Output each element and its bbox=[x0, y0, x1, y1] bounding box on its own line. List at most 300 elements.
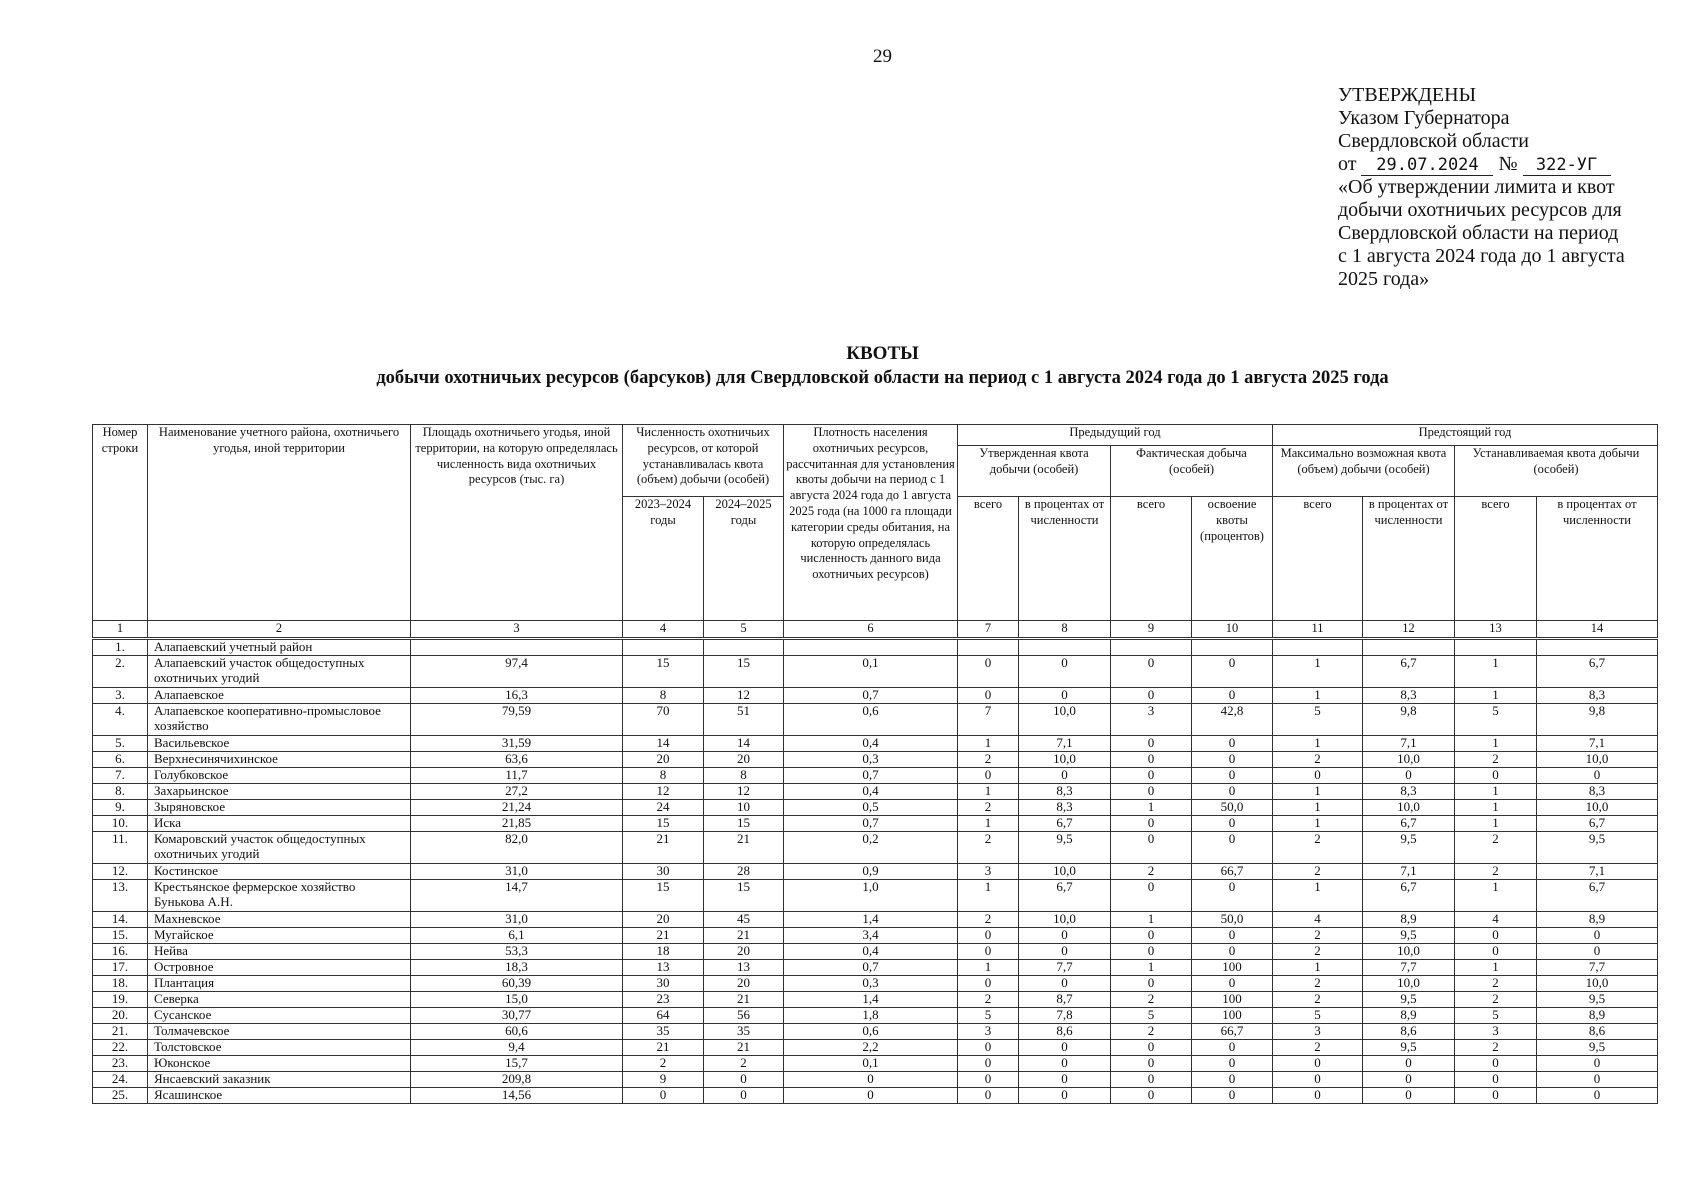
cell-pop-2024: 10 bbox=[704, 799, 784, 815]
column-number: 12 bbox=[1363, 621, 1455, 639]
cell-row-number: 23. bbox=[93, 1055, 148, 1071]
cell-max-total: 4 bbox=[1273, 911, 1363, 927]
cell-max-total: 1 bbox=[1273, 959, 1363, 975]
cell-set-pct: 0 bbox=[1537, 927, 1658, 943]
cell-set-total: 1 bbox=[1455, 783, 1537, 799]
cell-set-total: 1 bbox=[1455, 879, 1537, 911]
cell-set-pct: 6,7 bbox=[1537, 655, 1658, 687]
cell-set-total: 1 bbox=[1455, 959, 1537, 975]
cell-row-number: 13. bbox=[93, 879, 148, 911]
cell-max-pct: 7,1 bbox=[1363, 735, 1455, 751]
cell-approved-total: 2 bbox=[958, 751, 1019, 767]
cell-name: Захарьинское bbox=[148, 783, 411, 799]
column-number: 1 bbox=[93, 621, 148, 639]
cell-area: 15,0 bbox=[411, 991, 623, 1007]
cell-pop-2023: 20 bbox=[623, 751, 704, 767]
table-row bbox=[93, 831, 1658, 863]
cell-quota-usage: 100 bbox=[1192, 1007, 1273, 1023]
cell-density: 0,4 bbox=[784, 735, 958, 751]
header-density: Плотность населения охотничьих ресурсов, рассчитанная для установления квоты добычи на период с 1 августа 2024 года до 1 августа 2025 года (на 1000 га площади категории среды обитания, на которую определялась численность данного вида охотничьих ресурсов) bbox=[784, 425, 958, 621]
cell-pop-2023: 23 bbox=[623, 991, 704, 1007]
cell-approved-total: 1 bbox=[958, 783, 1019, 799]
cell-density: 0 bbox=[784, 1087, 958, 1103]
cell-area: 60,6 bbox=[411, 1023, 623, 1039]
table-row bbox=[93, 1087, 1658, 1103]
cell-actual-total: 0 bbox=[1111, 687, 1192, 703]
cell-row-number: 2. bbox=[93, 655, 148, 687]
cell-density bbox=[784, 638, 958, 655]
table-row bbox=[93, 911, 1658, 927]
cell-row-number: 9. bbox=[93, 799, 148, 815]
cell-name: Алапаевское bbox=[148, 687, 411, 703]
cell-quota-usage: 0 bbox=[1192, 879, 1273, 911]
cell-pop-2023: 30 bbox=[623, 863, 704, 879]
cell-area: 63,6 bbox=[411, 751, 623, 767]
cell-approved-pct: 8,6 bbox=[1019, 1023, 1111, 1039]
cell-approved-total: 1 bbox=[958, 735, 1019, 751]
cell-set-pct: 9,5 bbox=[1537, 1039, 1658, 1055]
cell-set-pct: 10,0 bbox=[1537, 799, 1658, 815]
cell-pop-2024: 13 bbox=[704, 959, 784, 975]
cell-pop-2023: 21 bbox=[623, 927, 704, 943]
cell-set-total: 1 bbox=[1455, 687, 1537, 703]
cell-approved-total: 1 bbox=[958, 879, 1019, 911]
header-row-number: Номер строки bbox=[93, 425, 148, 621]
cell-density: 0,5 bbox=[784, 799, 958, 815]
cell-quota-usage: 0 bbox=[1192, 783, 1273, 799]
cell-approved-total: 0 bbox=[958, 767, 1019, 783]
cell-approved-pct: 8,3 bbox=[1019, 783, 1111, 799]
cell-density: 0,1 bbox=[784, 1055, 958, 1071]
cell-actual-total: 0 bbox=[1111, 783, 1192, 799]
cell-set-total: 2 bbox=[1455, 751, 1537, 767]
cell-max-pct: 10,0 bbox=[1363, 799, 1455, 815]
cell-quota-usage: 0 bbox=[1192, 1055, 1273, 1071]
cell-row-number: 24. bbox=[93, 1071, 148, 1087]
cell-max-total: 2 bbox=[1273, 927, 1363, 943]
cell-area bbox=[411, 638, 623, 655]
cell-approved-pct: 6,7 bbox=[1019, 815, 1111, 831]
cell-row-number: 3. bbox=[93, 687, 148, 703]
cell-quota-usage: 42,8 bbox=[1192, 703, 1273, 735]
table-row bbox=[93, 1071, 1658, 1087]
cell-pop-2023: 70 bbox=[623, 703, 704, 735]
cell-approved-pct: 0 bbox=[1019, 687, 1111, 703]
cell-approved-total: 0 bbox=[958, 655, 1019, 687]
cell-pop-2023: 35 bbox=[623, 1023, 704, 1039]
column-number: 8 bbox=[1019, 621, 1111, 639]
cell-set-total bbox=[1455, 638, 1537, 655]
cell-max-pct: 0 bbox=[1363, 1071, 1455, 1087]
cell-name: Янсаевский заказник bbox=[148, 1071, 411, 1087]
cell-approved-total: 2 bbox=[958, 799, 1019, 815]
cell-approved-pct: 0 bbox=[1019, 1071, 1111, 1087]
cell-approved-pct: 9,5 bbox=[1019, 831, 1111, 863]
cell-pop-2023: 20 bbox=[623, 911, 704, 927]
table-row bbox=[93, 863, 1658, 879]
cell-name: Крестьянское фермерское хозяйство Бунькова А.Н. bbox=[148, 879, 411, 911]
cell-actual-total: 1 bbox=[1111, 799, 1192, 815]
cell-approved-total: 0 bbox=[958, 1087, 1019, 1103]
header-quota-usage: освоение квоты (процентов) bbox=[1192, 497, 1273, 621]
header-next-year: Предстоящий год bbox=[1273, 425, 1658, 446]
approval-date-line bbox=[1338, 153, 1638, 176]
header-max-pct: в процентах от численности bbox=[1363, 497, 1455, 621]
cell-name: Алапаевский учетный район bbox=[148, 638, 411, 655]
cell-pop-2024: 35 bbox=[704, 1023, 784, 1039]
cell-name: Махневское bbox=[148, 911, 411, 927]
header-set-pct: в процентах от численности bbox=[1537, 497, 1658, 621]
cell-actual-total: 1 bbox=[1111, 959, 1192, 975]
cell-max-pct: 0 bbox=[1363, 767, 1455, 783]
cell-set-total: 2 bbox=[1455, 991, 1537, 1007]
cell-max-total: 1 bbox=[1273, 815, 1363, 831]
cell-approved-pct: 10,0 bbox=[1019, 863, 1111, 879]
cell-pop-2023: 30 bbox=[623, 975, 704, 991]
cell-max-pct: 8,3 bbox=[1363, 687, 1455, 703]
cell-set-total: 0 bbox=[1455, 767, 1537, 783]
cell-approved-total: 2 bbox=[958, 831, 1019, 863]
cell-max-total: 2 bbox=[1273, 943, 1363, 959]
cell-quota-usage: 0 bbox=[1192, 767, 1273, 783]
cell-quota-usage: 66,7 bbox=[1192, 863, 1273, 879]
cell-name: Голубковское bbox=[148, 767, 411, 783]
cell-quota-usage bbox=[1192, 638, 1273, 655]
number-prefix: № bbox=[1498, 153, 1518, 175]
cell-set-total: 0 bbox=[1455, 927, 1537, 943]
cell-name: Толстовское bbox=[148, 1039, 411, 1055]
cell-approved-pct: 0 bbox=[1019, 975, 1111, 991]
cell-pop-2024: 28 bbox=[704, 863, 784, 879]
cell-area: 97,4 bbox=[411, 655, 623, 687]
cell-density: 1,4 bbox=[784, 911, 958, 927]
table-row bbox=[93, 879, 1658, 911]
cell-approved-pct: 10,0 bbox=[1019, 703, 1111, 735]
cell-max-pct: 8,9 bbox=[1363, 1007, 1455, 1023]
cell-set-pct bbox=[1537, 638, 1658, 655]
header-set-quota: Устанавливаемая квота добычи (особей) bbox=[1455, 446, 1658, 497]
cell-approved-total: 0 bbox=[958, 975, 1019, 991]
cell-density: 3,4 bbox=[784, 927, 958, 943]
column-number-row bbox=[93, 621, 1658, 639]
header-approved-quota: Утвержденная квота добычи (особей) bbox=[958, 446, 1111, 497]
cell-approved-total: 0 bbox=[958, 927, 1019, 943]
approval-line-1: УТВЕРЖДЕНЫ bbox=[1338, 84, 1477, 106]
cell-set-total: 5 bbox=[1455, 1007, 1537, 1023]
cell-max-pct: 7,1 bbox=[1363, 863, 1455, 879]
cell-pop-2023: 0 bbox=[623, 1087, 704, 1103]
header-actual-total: всего bbox=[1111, 497, 1192, 621]
cell-name: Ясашинское bbox=[148, 1087, 411, 1103]
column-number: 10 bbox=[1192, 621, 1273, 639]
cell-quota-usage: 100 bbox=[1192, 991, 1273, 1007]
cell-max-pct: 8,6 bbox=[1363, 1023, 1455, 1039]
cell-area: 14,7 bbox=[411, 879, 623, 911]
cell-density: 0,6 bbox=[784, 1023, 958, 1039]
cell-actual-total: 2 bbox=[1111, 863, 1192, 879]
cell-max-pct: 9,5 bbox=[1363, 1039, 1455, 1055]
cell-row-number: 12. bbox=[93, 863, 148, 879]
cell-max-total: 1 bbox=[1273, 735, 1363, 751]
cell-name: Алапаевское кооперативно-промысловое хозяйство bbox=[148, 703, 411, 735]
cell-set-pct: 8,9 bbox=[1537, 911, 1658, 927]
cell-area: 21,24 bbox=[411, 799, 623, 815]
cell-area: 31,0 bbox=[411, 911, 623, 927]
cell-pop-2023: 15 bbox=[623, 879, 704, 911]
cell-actual-total: 0 bbox=[1111, 1087, 1192, 1103]
cell-name: Зыряновское bbox=[148, 799, 411, 815]
cell-row-number: 11. bbox=[93, 831, 148, 863]
cell-pop-2024: 51 bbox=[704, 703, 784, 735]
column-number: 3 bbox=[411, 621, 623, 639]
cell-max-total: 1 bbox=[1273, 783, 1363, 799]
cell-pop-2023: 2 bbox=[623, 1055, 704, 1071]
cell-approved-pct: 0 bbox=[1019, 767, 1111, 783]
cell-quota-usage: 50,0 bbox=[1192, 911, 1273, 927]
column-number: 2 bbox=[148, 621, 411, 639]
cell-max-total: 2 bbox=[1273, 831, 1363, 863]
cell-set-pct: 0 bbox=[1537, 1071, 1658, 1087]
cell-approved-pct bbox=[1019, 638, 1111, 655]
cell-area: 21,85 bbox=[411, 815, 623, 831]
decree-number: 322-УГ bbox=[1523, 155, 1611, 176]
header-max-quota: Максимально возможная квота (объем) добычи (особей) bbox=[1273, 446, 1455, 497]
cell-set-total: 3 bbox=[1455, 1023, 1537, 1039]
cell-quota-usage: 0 bbox=[1192, 735, 1273, 751]
cell-set-total: 4 bbox=[1455, 911, 1537, 927]
cell-pop-2024: 21 bbox=[704, 1039, 784, 1055]
header-previous-year: Предыдущий год bbox=[958, 425, 1273, 446]
table-row bbox=[93, 1007, 1658, 1023]
cell-quota-usage: 66,7 bbox=[1192, 1023, 1273, 1039]
cell-actual-total: 0 bbox=[1111, 879, 1192, 911]
cell-density: 0,3 bbox=[784, 751, 958, 767]
cell-max-pct: 0 bbox=[1363, 1055, 1455, 1071]
cell-row-number: 22. bbox=[93, 1039, 148, 1055]
table-row bbox=[93, 783, 1658, 799]
cell-approved-total: 0 bbox=[958, 943, 1019, 959]
cell-area: 11,7 bbox=[411, 767, 623, 783]
cell-set-pct: 10,0 bbox=[1537, 751, 1658, 767]
cell-approved-pct: 7,8 bbox=[1019, 1007, 1111, 1023]
cell-pop-2024: 15 bbox=[704, 879, 784, 911]
cell-pop-2024: 20 bbox=[704, 751, 784, 767]
cell-density: 0,7 bbox=[784, 815, 958, 831]
cell-max-pct: 7,7 bbox=[1363, 959, 1455, 975]
table-row bbox=[93, 815, 1658, 831]
cell-name: Толмачевское bbox=[148, 1023, 411, 1039]
cell-set-total: 2 bbox=[1455, 975, 1537, 991]
cell-quota-usage: 0 bbox=[1192, 815, 1273, 831]
cell-area: 30,77 bbox=[411, 1007, 623, 1023]
cell-approved-pct: 0 bbox=[1019, 1055, 1111, 1071]
cell-set-pct: 9,5 bbox=[1537, 991, 1658, 1007]
cell-row-number: 4. bbox=[93, 703, 148, 735]
cell-density: 0,7 bbox=[784, 959, 958, 975]
cell-name: Комаровский участок общедоступных охотничьих угодий bbox=[148, 831, 411, 863]
cell-actual-total: 0 bbox=[1111, 831, 1192, 863]
cell-max-pct: 9,5 bbox=[1363, 831, 1455, 863]
cell-area: 9,4 bbox=[411, 1039, 623, 1055]
cell-area: 53,3 bbox=[411, 943, 623, 959]
cell-approved-pct: 10,0 bbox=[1019, 751, 1111, 767]
cell-pop-2023 bbox=[623, 638, 704, 655]
cell-set-total: 2 bbox=[1455, 863, 1537, 879]
cell-set-total: 0 bbox=[1455, 1087, 1537, 1103]
table-row bbox=[93, 1023, 1658, 1039]
cell-pop-2023: 15 bbox=[623, 815, 704, 831]
cell-approved-total bbox=[958, 638, 1019, 655]
cell-pop-2024: 15 bbox=[704, 655, 784, 687]
table-row bbox=[93, 655, 1658, 687]
table-row bbox=[93, 638, 1658, 655]
cell-row-number: 21. bbox=[93, 1023, 148, 1039]
cell-name: Плантация bbox=[148, 975, 411, 991]
column-number: 6 bbox=[784, 621, 958, 639]
cell-approved-pct: 8,7 bbox=[1019, 991, 1111, 1007]
cell-area: 16,3 bbox=[411, 687, 623, 703]
table-row bbox=[93, 991, 1658, 1007]
cell-actual-total: 0 bbox=[1111, 1055, 1192, 1071]
cell-row-number: 19. bbox=[93, 991, 148, 1007]
cell-row-number: 17. bbox=[93, 959, 148, 975]
cell-quota-usage: 0 bbox=[1192, 927, 1273, 943]
cell-name: Мугайское bbox=[148, 927, 411, 943]
cell-set-total: 1 bbox=[1455, 655, 1537, 687]
cell-row-number: 20. bbox=[93, 1007, 148, 1023]
cell-area: 31,59 bbox=[411, 735, 623, 751]
column-number: 9 bbox=[1111, 621, 1192, 639]
cell-density: 0,3 bbox=[784, 975, 958, 991]
cell-name: Нейва bbox=[148, 943, 411, 959]
cell-row-number: 6. bbox=[93, 751, 148, 767]
cell-pop-2024: 15 bbox=[704, 815, 784, 831]
cell-max-total: 1 bbox=[1273, 687, 1363, 703]
table-row bbox=[93, 959, 1658, 975]
cell-quota-usage: 0 bbox=[1192, 687, 1273, 703]
cell-actual-total: 2 bbox=[1111, 991, 1192, 1007]
cell-name: Верхнесинячихинское bbox=[148, 751, 411, 767]
cell-approved-total: 7 bbox=[958, 703, 1019, 735]
decree-title-line: с 1 августа 2024 года до 1 августа bbox=[1338, 245, 1625, 267]
decree-title-line: Свердловской области на период bbox=[1338, 222, 1619, 244]
cell-pop-2023: 24 bbox=[623, 799, 704, 815]
cell-approved-pct: 6,7 bbox=[1019, 879, 1111, 911]
cell-pop-2024: 21 bbox=[704, 991, 784, 1007]
cell-pop-2023: 14 bbox=[623, 735, 704, 751]
cell-approved-total: 0 bbox=[958, 687, 1019, 703]
cell-density: 1,0 bbox=[784, 879, 958, 911]
cell-set-pct: 0 bbox=[1537, 943, 1658, 959]
cell-approved-total: 1 bbox=[958, 815, 1019, 831]
cell-name: Сусанское bbox=[148, 1007, 411, 1023]
cell-row-number: 18. bbox=[93, 975, 148, 991]
cell-row-number: 1. bbox=[93, 638, 148, 655]
cell-pop-2024: 20 bbox=[704, 943, 784, 959]
cell-max-total: 0 bbox=[1273, 1087, 1363, 1103]
cell-name: Васильевское bbox=[148, 735, 411, 751]
cell-set-pct: 6,7 bbox=[1537, 879, 1658, 911]
cell-set-total: 0 bbox=[1455, 1071, 1537, 1087]
cell-max-pct: 10,0 bbox=[1363, 943, 1455, 959]
cell-pop-2023: 8 bbox=[623, 687, 704, 703]
cell-approved-total: 2 bbox=[958, 911, 1019, 927]
cell-set-total: 0 bbox=[1455, 943, 1537, 959]
cell-max-pct: 0 bbox=[1363, 1087, 1455, 1103]
cell-pop-2024: 2 bbox=[704, 1055, 784, 1071]
header-max-total: всего bbox=[1273, 497, 1363, 621]
cell-approved-total: 0 bbox=[958, 1055, 1019, 1071]
approval-line-3: Свердловской области bbox=[1338, 130, 1529, 152]
cell-max-pct bbox=[1363, 638, 1455, 655]
cell-name: Алапаевский участок общедоступных охотничьих угодий bbox=[148, 655, 411, 687]
cell-pop-2024: 0 bbox=[704, 1071, 784, 1087]
table-row bbox=[93, 735, 1658, 751]
cell-row-number: 14. bbox=[93, 911, 148, 927]
cell-max-pct: 6,7 bbox=[1363, 655, 1455, 687]
column-number: 14 bbox=[1537, 621, 1658, 639]
cell-approved-total: 3 bbox=[958, 1023, 1019, 1039]
cell-max-pct: 9,8 bbox=[1363, 703, 1455, 735]
cell-approved-pct: 0 bbox=[1019, 943, 1111, 959]
header-name: Наименование учетного района, охотничьего угодья, иной территории bbox=[148, 425, 411, 621]
cell-area: 79,59 bbox=[411, 703, 623, 735]
decree-title-line: «Об утверждении лимита и квот bbox=[1338, 176, 1615, 198]
cell-row-number: 8. bbox=[93, 783, 148, 799]
cell-area: 6,1 bbox=[411, 927, 623, 943]
cell-name: Иска bbox=[148, 815, 411, 831]
cell-density: 0,9 bbox=[784, 863, 958, 879]
approval-stamp bbox=[1338, 84, 1638, 291]
cell-actual-total: 2 bbox=[1111, 1023, 1192, 1039]
cell-row-number: 7. bbox=[93, 767, 148, 783]
cell-set-total: 0 bbox=[1455, 1055, 1537, 1071]
cell-density: 2,2 bbox=[784, 1039, 958, 1055]
cell-set-pct: 9,5 bbox=[1537, 831, 1658, 863]
cell-approved-total: 1 bbox=[958, 959, 1019, 975]
cell-approved-pct: 10,0 bbox=[1019, 911, 1111, 927]
document-title bbox=[0, 342, 1693, 390]
header-area: Площадь охотничьего угодья, иной территории, на которую определялась численность вида охотничьих ресурсов (тыс. га) bbox=[411, 425, 623, 621]
cell-density: 0,4 bbox=[784, 943, 958, 959]
table-row bbox=[93, 927, 1658, 943]
cell-max-total bbox=[1273, 638, 1363, 655]
cell-max-total: 5 bbox=[1273, 1007, 1363, 1023]
cell-approved-total: 5 bbox=[958, 1007, 1019, 1023]
cell-max-total: 2 bbox=[1273, 975, 1363, 991]
cell-pop-2024 bbox=[704, 638, 784, 655]
cell-density: 0,2 bbox=[784, 831, 958, 863]
table-row bbox=[93, 799, 1658, 815]
table-row bbox=[93, 975, 1658, 991]
cell-area: 15,7 bbox=[411, 1055, 623, 1071]
cell-pop-2024: 8 bbox=[704, 767, 784, 783]
cell-row-number: 15. bbox=[93, 927, 148, 943]
cell-area: 31,0 bbox=[411, 863, 623, 879]
cell-actual-total: 0 bbox=[1111, 943, 1192, 959]
header-approved-total: всего bbox=[958, 497, 1019, 621]
cell-max-pct: 6,7 bbox=[1363, 879, 1455, 911]
cell-quota-usage: 0 bbox=[1192, 1039, 1273, 1055]
cell-quota-usage: 0 bbox=[1192, 1087, 1273, 1103]
column-number: 11 bbox=[1273, 621, 1363, 639]
table-row bbox=[93, 703, 1658, 735]
cell-set-pct: 8,9 bbox=[1537, 1007, 1658, 1023]
cell-set-pct: 10,0 bbox=[1537, 975, 1658, 991]
cell-area: 82,0 bbox=[411, 831, 623, 863]
cell-set-pct: 7,7 bbox=[1537, 959, 1658, 975]
header-pop-2023: 2023–2024 годы bbox=[623, 497, 704, 621]
